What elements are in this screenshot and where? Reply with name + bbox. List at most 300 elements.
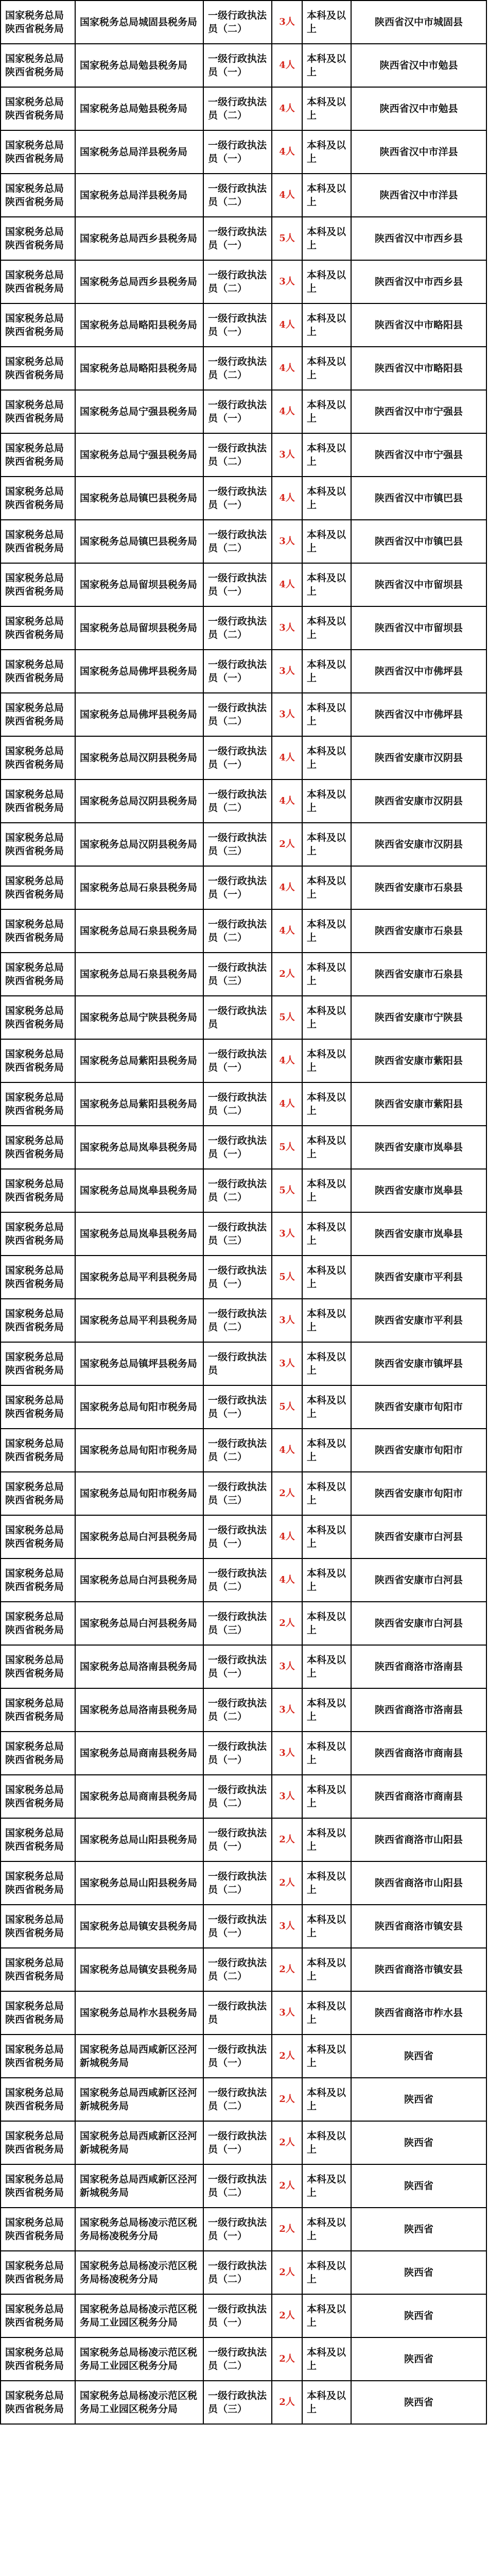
table-row (1, 1645, 486, 1688)
org-cell: 国家税务总局陕西省税务局 (1, 1429, 75, 1472)
unit-cell: 国家税务总局宁陕县税务局 (75, 996, 203, 1039)
table-row (1, 953, 486, 996)
headcount-cell: 3人 (272, 606, 302, 650)
table-row (1, 1, 486, 44)
education-cell: 本科及以上 (302, 1256, 351, 1299)
headcount-cell: 4人 (272, 909, 302, 953)
unit-cell: 国家税务总局西乡县税务局 (75, 260, 203, 303)
location-cell: 陕西省商洛市镇安县 (351, 1905, 486, 1948)
unit-cell: 国家税务总局西咸新区泾河新城税务局 (75, 2078, 203, 2121)
education-cell: 本科及以上 (302, 1645, 351, 1688)
education-cell: 本科及以上 (302, 1948, 351, 1991)
org-cell: 国家税务总局陕西省税务局 (1, 1299, 75, 1342)
unit-cell: 国家税务总局石泉县税务局 (75, 953, 203, 996)
position-cell: 一级行政执法员（二） (203, 2164, 272, 2208)
table-row (1, 2294, 486, 2337)
education-cell: 本科及以上 (302, 347, 351, 390)
education-cell: 本科及以上 (302, 44, 351, 87)
location-cell: 陕西省 (351, 2337, 486, 2381)
headcount-cell: 4人 (272, 563, 302, 606)
unit-cell: 国家税务总局佛坪县税务局 (75, 650, 203, 693)
location-cell: 陕西省汉中市佛坪县 (351, 650, 486, 693)
education-cell: 本科及以上 (302, 1385, 351, 1429)
headcount-cell: 3人 (272, 1775, 302, 1818)
headcount-cell: 3人 (272, 1299, 302, 1342)
position-cell: 一级行政执法员（一） (203, 1126, 272, 1169)
org-cell: 国家税务总局陕西省税务局 (1, 347, 75, 390)
table-row (1, 433, 486, 477)
location-cell: 陕西省安康市白河县 (351, 1558, 486, 1602)
unit-cell: 国家税务总局旬阳市税务局 (75, 1472, 203, 1515)
location-cell: 陕西省汉中市西乡县 (351, 217, 486, 260)
position-cell: 一级行政执法员（二） (203, 520, 272, 563)
table-row (1, 1775, 486, 1818)
headcount-cell: 5人 (272, 1256, 302, 1299)
unit-cell: 国家税务总局留坝县税务局 (75, 563, 203, 606)
unit-cell: 国家税务总局岚皋县税务局 (75, 1126, 203, 1169)
position-cell: 一级行政执法员（一） (203, 130, 272, 174)
unit-cell: 国家税务总局佛坪县税务局 (75, 693, 203, 736)
unit-cell: 国家税务总局留坝县税务局 (75, 606, 203, 650)
unit-cell: 国家税务总局略阳县税务局 (75, 347, 203, 390)
org-cell: 国家税务总局陕西省税务局 (1, 953, 75, 996)
location-cell: 陕西省安康市石泉县 (351, 953, 486, 996)
headcount-cell: 3人 (272, 1688, 302, 1732)
org-cell: 国家税务总局陕西省税务局 (1, 1818, 75, 1861)
org-cell: 国家税务总局陕西省税务局 (1, 1991, 75, 2035)
org-cell: 国家税务总局陕西省税务局 (1, 823, 75, 866)
table-row (1, 1948, 486, 1991)
unit-cell: 国家税务总局镇巴县税务局 (75, 520, 203, 563)
headcount-cell: 5人 (272, 1169, 302, 1212)
table-row (1, 606, 486, 650)
location-cell: 陕西省 (351, 2035, 486, 2078)
org-cell: 国家税务总局陕西省税务局 (1, 2208, 75, 2251)
table-row (1, 260, 486, 303)
org-cell: 国家税务总局陕西省税务局 (1, 303, 75, 347)
location-cell: 陕西省汉中市勉县 (351, 44, 486, 87)
position-cell: 一级行政执法员（二） (203, 2078, 272, 2121)
position-cell: 一级行政执法员（二） (203, 347, 272, 390)
location-cell: 陕西省安康市白河县 (351, 1602, 486, 1645)
headcount-cell: 5人 (272, 217, 302, 260)
headcount-cell: 2人 (272, 2078, 302, 2121)
headcount-cell: 2人 (272, 2035, 302, 2078)
headcount-cell: 5人 (272, 996, 302, 1039)
headcount-cell: 4人 (272, 779, 302, 823)
table-row (1, 2251, 486, 2294)
location-cell: 陕西省汉中市镇巴县 (351, 477, 486, 520)
position-cell: 一级行政执法员（一） (203, 2121, 272, 2164)
table-row (1, 303, 486, 347)
headcount-cell: 3人 (272, 520, 302, 563)
unit-cell: 国家税务总局宁强县税务局 (75, 433, 203, 477)
position-cell: 一级行政执法员（二） (203, 1169, 272, 1212)
location-cell: 陕西省汉中市略阳县 (351, 303, 486, 347)
location-cell: 陕西省汉中市城固县 (351, 1, 486, 44)
position-cell: 一级行政执法员（二） (203, 1082, 272, 1126)
education-cell: 本科及以上 (302, 2337, 351, 2381)
headcount-cell: 2人 (272, 2381, 302, 2424)
table-row (1, 1688, 486, 1732)
unit-cell: 国家税务总局镇安县税务局 (75, 1948, 203, 1991)
position-cell: 一级行政执法员（一） (203, 1256, 272, 1299)
org-cell: 国家税务总局陕西省税务局 (1, 996, 75, 1039)
org-cell: 国家税务总局陕西省税务局 (1, 1645, 75, 1688)
table-row (1, 1861, 486, 1905)
position-cell: 一级行政执法员（二） (203, 1, 272, 44)
position-cell: 一级行政执法员（三） (203, 823, 272, 866)
unit-cell: 国家税务总局洛南县税务局 (75, 1688, 203, 1732)
education-cell: 本科及以上 (302, 303, 351, 347)
education-cell: 本科及以上 (302, 1991, 351, 2035)
headcount-cell: 2人 (272, 2294, 302, 2337)
education-cell: 本科及以上 (302, 1126, 351, 1169)
unit-cell: 国家税务总局汉阴县税务局 (75, 823, 203, 866)
location-cell: 陕西省汉中市宁强县 (351, 390, 486, 433)
position-cell: 一级行政执法员（一） (203, 390, 272, 433)
position-cell: 一级行政执法员（二） (203, 2337, 272, 2381)
org-cell: 国家税务总局陕西省税务局 (1, 217, 75, 260)
education-cell: 本科及以上 (302, 953, 351, 996)
table-row (1, 1082, 486, 1126)
position-cell: 一级行政执法员（一） (203, 1732, 272, 1775)
education-cell: 本科及以上 (302, 996, 351, 1039)
location-cell: 陕西省安康市宁陕县 (351, 996, 486, 1039)
position-cell: 一级行政执法员（一） (203, 2208, 272, 2251)
org-cell: 国家税务总局陕西省税务局 (1, 44, 75, 87)
table-row (1, 1558, 486, 1602)
position-cell: 一级行政执法员（二） (203, 2251, 272, 2294)
position-cell: 一级行政执法员（二） (203, 779, 272, 823)
location-cell: 陕西省安康市岚皋县 (351, 1212, 486, 1256)
org-cell: 国家税务总局陕西省税务局 (1, 2251, 75, 2294)
location-cell: 陕西省安康市石泉县 (351, 866, 486, 909)
table-body (1, 1, 486, 2424)
position-cell: 一级行政执法员（一） (203, 44, 272, 87)
org-cell: 国家税务总局陕西省税务局 (1, 1948, 75, 1991)
position-cell: 一级行政执法员（二） (203, 174, 272, 217)
location-cell: 陕西省安康市白河县 (351, 1515, 486, 1558)
position-cell: 一级行政执法员（一） (203, 736, 272, 779)
education-cell: 本科及以上 (302, 1558, 351, 1602)
location-cell: 陕西省安康市石泉县 (351, 909, 486, 953)
location-cell: 陕西省商洛市山阳县 (351, 1861, 486, 1905)
position-cell: 一级行政执法员（二） (203, 693, 272, 736)
location-cell: 陕西省安康市岚皋县 (351, 1126, 486, 1169)
education-cell: 本科及以上 (302, 1775, 351, 1818)
education-cell: 本科及以上 (302, 2035, 351, 2078)
education-cell: 本科及以上 (302, 779, 351, 823)
unit-cell: 国家税务总局石泉县税务局 (75, 909, 203, 953)
location-cell: 陕西省汉中市宁强县 (351, 433, 486, 477)
table-row (1, 347, 486, 390)
org-cell: 国家税务总局陕西省税务局 (1, 779, 75, 823)
location-cell: 陕西省汉中市佛坪县 (351, 693, 486, 736)
location-cell: 陕西省汉中市镇巴县 (351, 520, 486, 563)
headcount-cell: 4人 (272, 736, 302, 779)
position-cell: 一级行政执法员（二） (203, 1775, 272, 1818)
education-cell: 本科及以上 (302, 87, 351, 130)
org-cell: 国家税务总局陕西省税务局 (1, 866, 75, 909)
education-cell: 本科及以上 (302, 1, 351, 44)
position-cell: 一级行政执法员（二） (203, 87, 272, 130)
table-row (1, 650, 486, 693)
location-cell: 陕西省安康市平利县 (351, 1299, 486, 1342)
table-row (1, 390, 486, 433)
education-cell: 本科及以上 (302, 217, 351, 260)
table-row (1, 2164, 486, 2208)
table-row (1, 563, 486, 606)
headcount-cell: 2人 (272, 1602, 302, 1645)
table-row (1, 1126, 486, 1169)
unit-cell: 国家税务总局洋县税务局 (75, 174, 203, 217)
unit-cell: 国家税务总局杨凌示范区税务局杨凌税务分局 (75, 2251, 203, 2294)
org-cell: 国家税务总局陕西省税务局 (1, 1602, 75, 1645)
table-row (1, 909, 486, 953)
org-cell: 国家税务总局陕西省税务局 (1, 1688, 75, 1732)
education-cell: 本科及以上 (302, 650, 351, 693)
table-row (1, 779, 486, 823)
position-cell: 一级行政执法员（二） (203, 433, 272, 477)
headcount-cell: 2人 (272, 823, 302, 866)
headcount-cell: 2人 (272, 1472, 302, 1515)
unit-cell: 国家税务总局山阳县税务局 (75, 1861, 203, 1905)
unit-cell: 国家税务总局镇坪县税务局 (75, 1342, 203, 1385)
table-row (1, 1732, 486, 1775)
table-row (1, 2208, 486, 2251)
unit-cell: 国家税务总局洛南县税务局 (75, 1645, 203, 1688)
table-row (1, 823, 486, 866)
org-cell: 国家税务总局陕西省税务局 (1, 1169, 75, 1212)
unit-cell: 国家税务总局西咸新区泾河新城税务局 (75, 2164, 203, 2208)
education-cell: 本科及以上 (302, 1905, 351, 1948)
headcount-cell: 5人 (272, 1126, 302, 1169)
location-cell: 陕西省安康市镇坪县 (351, 1342, 486, 1385)
org-cell: 国家税务总局陕西省税务局 (1, 1775, 75, 1818)
unit-cell: 国家税务总局山阳县税务局 (75, 1818, 203, 1861)
table-row (1, 866, 486, 909)
education-cell: 本科及以上 (302, 606, 351, 650)
education-cell: 本科及以上 (302, 909, 351, 953)
table-row (1, 736, 486, 779)
headcount-cell: 3人 (272, 1991, 302, 2035)
table-row (1, 87, 486, 130)
position-cell: 一级行政执法员（三） (203, 1602, 272, 1645)
org-cell: 国家税务总局陕西省税务局 (1, 260, 75, 303)
org-cell: 国家税务总局陕西省税务局 (1, 1256, 75, 1299)
position-cell: 一级行政执法员（一） (203, 1515, 272, 1558)
table-row (1, 2078, 486, 2121)
education-cell: 本科及以上 (302, 1299, 351, 1342)
headcount-cell: 2人 (272, 1818, 302, 1861)
org-cell: 国家税务总局陕西省税务局 (1, 1861, 75, 1905)
table-row (1, 693, 486, 736)
location-cell: 陕西省安康市汉阴县 (351, 736, 486, 779)
table-row (1, 1818, 486, 1861)
org-cell: 国家税务总局陕西省税务局 (1, 2294, 75, 2337)
headcount-cell: 4人 (272, 347, 302, 390)
unit-cell: 国家税务总局杨凌示范区税务局工业园区税务分局 (75, 2381, 203, 2424)
position-cell: 一级行政执法员（一） (203, 1645, 272, 1688)
unit-cell: 国家税务总局杨凌示范区税务局工业园区税务分局 (75, 2294, 203, 2337)
table-row (1, 2381, 486, 2424)
education-cell: 本科及以上 (302, 1169, 351, 1212)
position-cell: 一级行政执法员 (203, 1342, 272, 1385)
org-cell: 国家税务总局陕西省税务局 (1, 650, 75, 693)
org-cell: 国家税务总局陕西省税务局 (1, 1732, 75, 1775)
location-cell: 陕西省安康市岚皋县 (351, 1169, 486, 1212)
unit-cell: 国家税务总局旬阳市税务局 (75, 1385, 203, 1429)
unit-cell: 国家税务总局略阳县税务局 (75, 303, 203, 347)
education-cell: 本科及以上 (302, 1688, 351, 1732)
education-cell: 本科及以上 (302, 520, 351, 563)
position-cell: 一级行政执法员（一） (203, 1905, 272, 1948)
unit-cell: 国家税务总局城固县税务局 (75, 1, 203, 44)
education-cell: 本科及以上 (302, 2164, 351, 2208)
org-cell: 国家税务总局陕西省税务局 (1, 909, 75, 953)
table-row (1, 1429, 486, 1472)
headcount-cell: 2人 (272, 2251, 302, 2294)
headcount-cell: 3人 (272, 433, 302, 477)
unit-cell: 国家税务总局汉阴县税务局 (75, 779, 203, 823)
unit-cell: 国家税务总局商南县税务局 (75, 1732, 203, 1775)
headcount-cell: 3人 (272, 650, 302, 693)
table-row (1, 174, 486, 217)
headcount-cell: 4人 (272, 390, 302, 433)
unit-cell: 国家税务总局紫阳县税务局 (75, 1082, 203, 1126)
education-cell: 本科及以上 (302, 1732, 351, 1775)
location-cell: 陕西省汉中市略阳县 (351, 347, 486, 390)
unit-cell: 国家税务总局杨凌示范区税务局杨凌税务分局 (75, 2208, 203, 2251)
headcount-cell: 3人 (272, 1212, 302, 1256)
location-cell: 陕西省安康市紫阳县 (351, 1082, 486, 1126)
org-cell: 国家税务总局陕西省税务局 (1, 563, 75, 606)
location-cell: 陕西省 (351, 2381, 486, 2424)
position-cell: 一级行政执法员（一） (203, 2035, 272, 2078)
unit-cell: 国家税务总局宁强县税务局 (75, 390, 203, 433)
unit-cell: 国家税务总局岚皋县税务局 (75, 1169, 203, 1212)
location-cell: 陕西省安康市汉阴县 (351, 779, 486, 823)
headcount-cell: 4人 (272, 1039, 302, 1082)
education-cell: 本科及以上 (302, 823, 351, 866)
org-cell: 国家税务总局陕西省税务局 (1, 1126, 75, 1169)
position-cell: 一级行政执法员（一） (203, 1818, 272, 1861)
table-row (1, 1212, 486, 1256)
location-cell: 陕西省商洛市洛南县 (351, 1688, 486, 1732)
location-cell: 陕西省商洛市柞水县 (351, 1991, 486, 2035)
unit-cell: 国家税务总局商南县税务局 (75, 1775, 203, 1818)
location-cell: 陕西省安康市平利县 (351, 1256, 486, 1299)
education-cell: 本科及以上 (302, 563, 351, 606)
unit-cell: 国家税务总局西咸新区泾河新城税务局 (75, 2035, 203, 2078)
org-cell: 国家税务总局陕西省税务局 (1, 1905, 75, 1948)
unit-cell: 国家税务总局平利县税务局 (75, 1299, 203, 1342)
education-cell: 本科及以上 (302, 1602, 351, 1645)
position-cell: 一级行政执法员（三） (203, 1212, 272, 1256)
table-row (1, 520, 486, 563)
headcount-cell: 4人 (272, 1515, 302, 1558)
unit-cell: 国家税务总局杨凌示范区税务局工业园区税务分局 (75, 2337, 203, 2381)
education-cell: 本科及以上 (302, 477, 351, 520)
table-row (1, 1472, 486, 1515)
org-cell: 国家税务总局陕西省税务局 (1, 2337, 75, 2381)
position-cell: 一级行政执法员（一） (203, 650, 272, 693)
location-cell: 陕西省 (351, 2251, 486, 2294)
table-row (1, 1515, 486, 1558)
org-cell: 国家税务总局陕西省税务局 (1, 606, 75, 650)
education-cell: 本科及以上 (302, 2294, 351, 2337)
location-cell: 陕西省 (351, 2121, 486, 2164)
table-row (1, 2337, 486, 2381)
position-cell: 一级行政执法员（二） (203, 606, 272, 650)
headcount-cell: 3人 (272, 1342, 302, 1385)
table-row (1, 477, 486, 520)
position-cell: 一级行政执法员（一） (203, 217, 272, 260)
org-cell: 国家税务总局陕西省税务局 (1, 1385, 75, 1429)
unit-cell: 国家税务总局洋县税务局 (75, 130, 203, 174)
unit-cell: 国家税务总局西乡县税务局 (75, 217, 203, 260)
position-cell: 一级行政执法员（二） (203, 1429, 272, 1472)
location-cell: 陕西省安康市紫阳县 (351, 1039, 486, 1082)
education-cell: 本科及以上 (302, 1212, 351, 1256)
unit-cell: 国家税务总局平利县税务局 (75, 1256, 203, 1299)
position-cell: 一级行政执法员（二） (203, 1558, 272, 1602)
org-cell: 国家税务总局陕西省税务局 (1, 2381, 75, 2424)
unit-cell: 国家税务总局西咸新区泾河新城税务局 (75, 2121, 203, 2164)
org-cell: 国家税务总局陕西省税务局 (1, 693, 75, 736)
headcount-cell: 4人 (272, 1558, 302, 1602)
table-row (1, 1905, 486, 1948)
position-cell: 一级行政执法员（三） (203, 2381, 272, 2424)
org-cell: 国家税务总局陕西省税务局 (1, 1515, 75, 1558)
position-cell: 一级行政执法员（二） (203, 1299, 272, 1342)
education-cell: 本科及以上 (302, 1082, 351, 1126)
headcount-cell: 3人 (272, 1732, 302, 1775)
unit-cell: 国家税务总局石泉县税务局 (75, 866, 203, 909)
location-cell: 陕西省安康市旬阳市 (351, 1385, 486, 1429)
location-cell: 陕西省汉中市洋县 (351, 130, 486, 174)
org-cell: 国家税务总局陕西省税务局 (1, 520, 75, 563)
unit-cell: 国家税务总局镇巴县税务局 (75, 477, 203, 520)
unit-cell: 国家税务总局白河县税务局 (75, 1602, 203, 1645)
unit-cell: 国家税务总局白河县税务局 (75, 1515, 203, 1558)
education-cell: 本科及以上 (302, 130, 351, 174)
position-cell: 一级行政执法员（三） (203, 1472, 272, 1515)
education-cell: 本科及以上 (302, 2208, 351, 2251)
position-cell: 一级行政执法员（二） (203, 260, 272, 303)
table-row (1, 130, 486, 174)
education-cell: 本科及以上 (302, 2381, 351, 2424)
education-cell: 本科及以上 (302, 2121, 351, 2164)
table-row (1, 1602, 486, 1645)
table-row (1, 1299, 486, 1342)
org-cell: 国家税务总局陕西省税务局 (1, 1472, 75, 1515)
table-row (1, 1039, 486, 1082)
org-cell: 国家税务总局陕西省税务局 (1, 87, 75, 130)
education-cell: 本科及以上 (302, 433, 351, 477)
org-cell: 国家税务总局陕西省税务局 (1, 2035, 75, 2078)
headcount-cell: 4人 (272, 1082, 302, 1126)
headcount-cell: 4人 (272, 866, 302, 909)
location-cell: 陕西省安康市汉阴县 (351, 823, 486, 866)
position-cell: 一级行政执法员（一） (203, 1385, 272, 1429)
headcount-cell: 2人 (272, 2164, 302, 2208)
unit-cell: 国家税务总局岚皋县税务局 (75, 1212, 203, 1256)
position-cell: 一级行政执法员（一） (203, 1039, 272, 1082)
location-cell: 陕西省商洛市镇安县 (351, 1948, 486, 1991)
location-cell: 陕西省 (351, 2208, 486, 2251)
